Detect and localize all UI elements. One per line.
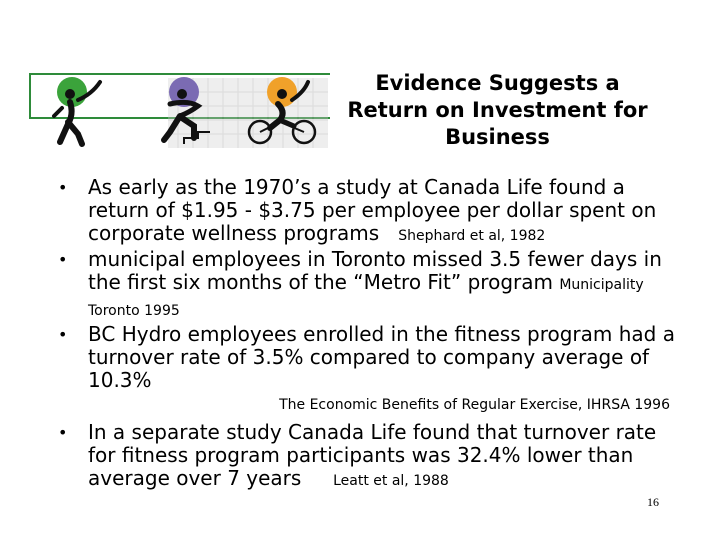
- bullet-citation-3: The Economic Benefits of Regular Exercise, IHRSA 1996: [279, 397, 670, 413]
- slide-title: [330, 70, 665, 151]
- bullet-dot-icon: •: [58, 423, 68, 442]
- bullet-dot-icon: •: [58, 178, 68, 197]
- walking-figure-icon: [54, 77, 100, 144]
- bullet-item-3: [58, 323, 678, 392]
- bullet-citation-2: Municipality Toronto 1995: [88, 277, 644, 319]
- bullet-dot-icon: •: [58, 250, 68, 269]
- bullet-text-4: In a separate study Canada Life found that turnover rate for fitness program participants was 32.4% lower than average over 7 years: [88, 420, 657, 490]
- title-line-3: Business: [445, 125, 550, 149]
- bullet-item-4: [58, 421, 678, 493]
- header-icons: [48, 72, 328, 152]
- bullet-item-1: [58, 176, 678, 248]
- bullet-list: [58, 176, 678, 493]
- bullet-text-1: As early as the 1970’s a study at Canada Life found a return of $1.95 - $3.75 per employee per dollar spent on corporate wellness programs: [88, 175, 657, 245]
- bullet-dot-icon: •: [58, 325, 68, 344]
- bullet-citation-1: Shephard et al, 1982: [398, 228, 546, 244]
- title-line-2: Return on Investment for: [347, 98, 648, 122]
- bullet-item-2: [58, 248, 678, 323]
- title-line-1: Evidence Suggests a: [375, 71, 620, 95]
- bullet-citation-4: Leatt et al, 1988: [333, 473, 449, 489]
- page-number: 16: [647, 495, 659, 509]
- bullet-text-3: BC Hydro employees enrolled in the fitness program had a turnover rate of 3.5% compared to company average of 10.3%: [88, 322, 675, 392]
- bullet-text-2: municipal employees in Toronto missed 3.5 fewer days in the first six months of the “Metro Fit” program: [88, 247, 662, 294]
